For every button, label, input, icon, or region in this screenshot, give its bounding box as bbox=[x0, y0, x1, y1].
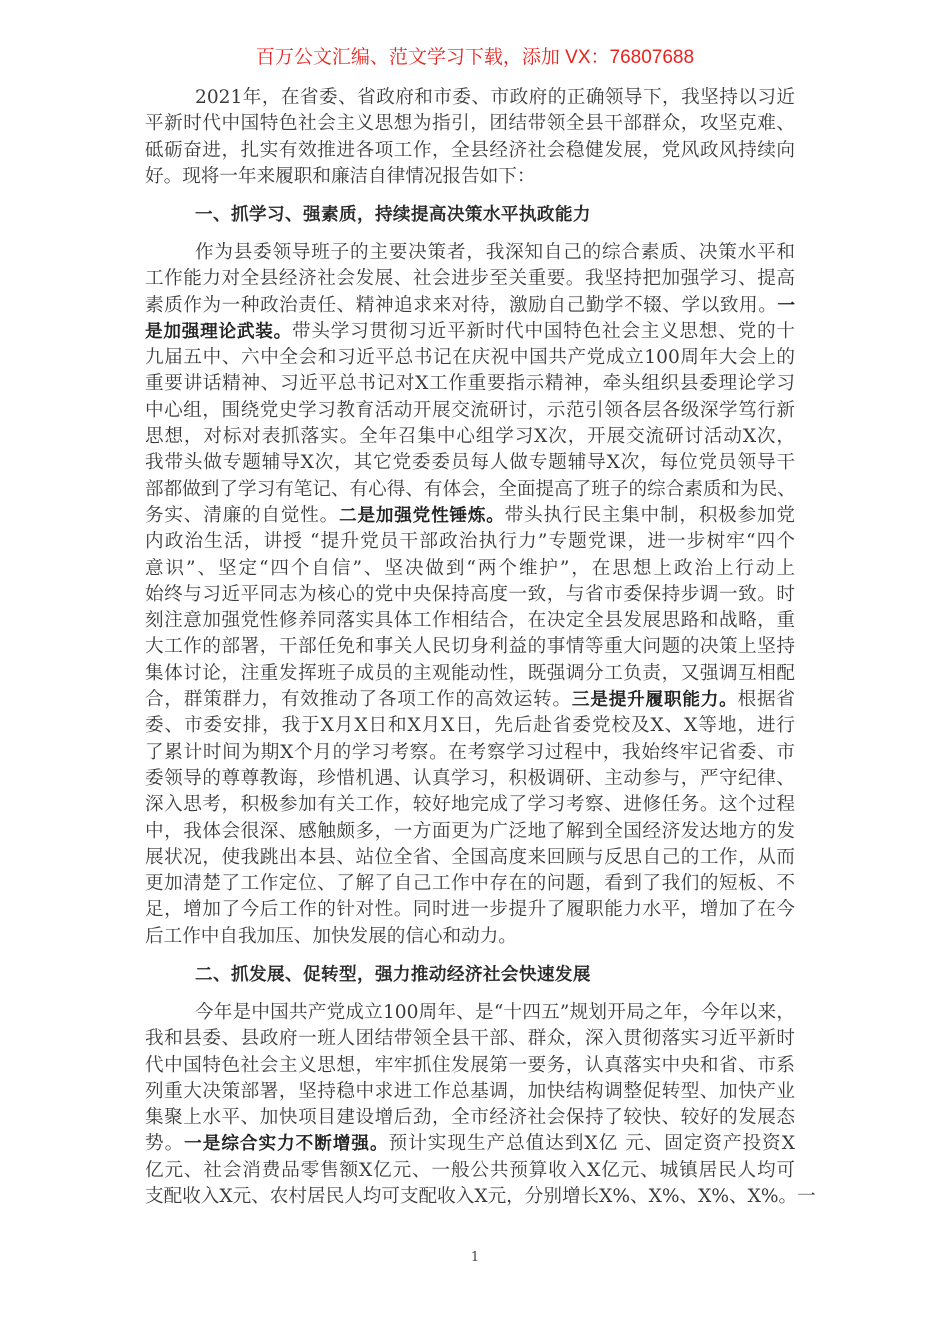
text-line bbox=[145, 1053, 795, 1079]
text-run: 委、市委安排，我于X月X日和X月X日，先后赴省委党校及X、X等地，进行 bbox=[145, 715, 795, 737]
text-run: 后工作中自我加压、加快发展的信心和动力。 bbox=[145, 925, 517, 947]
text-run: 预计实现生产总值达到X亿 元、固定资产投资X bbox=[388, 1133, 795, 1155]
text-line bbox=[145, 713, 795, 739]
text-run: 集聚上水平、加快项目建设增后劲，全市经济社会保持了较快、较好的发展态 bbox=[145, 1107, 795, 1129]
text-line bbox=[145, 164, 795, 190]
text-line bbox=[145, 792, 795, 818]
text-run: 了累计时间为期X个月的学习考察。在考察学习过程中，我始终牢记省委、市 bbox=[145, 741, 795, 763]
text-run: 足，增加了今后工作的针对性。同时进一步提升了履职能力水平，增加了在今 bbox=[145, 899, 795, 921]
text-line bbox=[145, 450, 795, 476]
text-line bbox=[145, 1158, 795, 1184]
page-number: 1 bbox=[470, 1250, 480, 1265]
text-line bbox=[145, 424, 795, 450]
text-run: 集体讨论，注重发挥班子成员的主观能动性，既强调分工负责，又强调互相配 bbox=[145, 662, 795, 684]
text-run: 今年是中国共产党成立100周年、是“十四五”规划开局之年，今年以来， bbox=[195, 1002, 795, 1023]
text-run: 势。 bbox=[145, 1133, 185, 1155]
text-line bbox=[145, 477, 795, 503]
text-line bbox=[145, 819, 795, 845]
text-run: 工作能力对全县经济社会发展、社会进步至关重要。我坚持把加强学习、提高 bbox=[145, 268, 795, 290]
text-run: 九届五中、六中全会和习近平总书记在庆祝中国共产党成立100周年大会上的 bbox=[145, 347, 795, 369]
text-line bbox=[145, 687, 795, 713]
text-line bbox=[145, 897, 795, 923]
text-run: 展状况，使我跳出本县、站位全省、全国高度来回顾与反思自己的工作，从而 bbox=[145, 846, 795, 868]
text-line bbox=[145, 608, 795, 634]
section-1-paragraph bbox=[145, 240, 795, 950]
section-heading-1: 一、抓学习、强素质，持续提高决策水平执政能力 bbox=[195, 205, 591, 225]
text-run: 深入思考，积极参加有关工作，较好地完成了学习考察、进修任务。这个过程 bbox=[145, 794, 795, 816]
text-run: 合，群策群力，有效推动了各项工作的高效运转。 bbox=[145, 689, 572, 711]
text-line bbox=[145, 85, 795, 111]
text-line bbox=[145, 503, 795, 529]
text-line bbox=[145, 111, 795, 137]
text-line bbox=[145, 924, 795, 950]
bold-phrase: 二是加强党性锤炼。 bbox=[339, 505, 505, 526]
text-line bbox=[145, 845, 795, 871]
text-line bbox=[145, 319, 795, 345]
bold-phrase: 一 bbox=[777, 295, 795, 316]
text-run: 带头学习贯彻习近平新时代中国特色社会主义思想、党的十 bbox=[292, 320, 795, 342]
text-run: 始终与习近平同志为核心的党中央保持高度一致，与省市委保持步调一致。时 bbox=[145, 583, 795, 605]
intro-paragraph bbox=[145, 85, 795, 190]
text-run: 平新时代中国特色社会主义思想为指引，团结带领全县干部群众，攻坚克难、 bbox=[145, 113, 795, 135]
text-line bbox=[145, 138, 795, 164]
text-run: 意识”、坚定“四个自信”、坚决做到“两个维护”，在思想上政治上行动上 bbox=[145, 557, 795, 579]
text-line bbox=[145, 1000, 795, 1026]
text-line bbox=[145, 661, 795, 687]
text-run: 思想，对标对表抓落实。全年召集中心组学习X次，开展交流研讨活动X次， bbox=[145, 426, 795, 448]
bold-phrase: 是加强理论武装。 bbox=[145, 321, 293, 342]
text-run: 素质作为一种政治责任、精神追求来对待，激励自己勤学不辍、学以致用。 bbox=[145, 294, 778, 316]
text-line bbox=[145, 1105, 795, 1131]
text-run: 部都做到了学习有笔记、有心得、有体会，全面提高了班子的综合素质和为民、 bbox=[145, 478, 796, 500]
text-line bbox=[145, 582, 795, 608]
text-line bbox=[145, 345, 795, 371]
text-run: 作为县委领导班子的主要决策者，我深知自己的综合素质、决策水平和 bbox=[195, 242, 795, 263]
text-line bbox=[145, 766, 795, 792]
text-run: 我带头做专题辅导X次，其它党委委员每人做专题辅导X次，每位党员领导干 bbox=[145, 452, 795, 474]
text-run: 内政治生活，讲授 “提升党员干部政治执行力”专题党课，进一步树牢“四个 bbox=[145, 531, 795, 553]
text-line bbox=[145, 1026, 795, 1052]
text-line bbox=[145, 240, 795, 266]
text-line bbox=[145, 871, 795, 897]
text-run: 我和县委、县政府一班人团结带领全县干部、群众，深入贯彻落实习近平新时 bbox=[145, 1028, 795, 1050]
text-line bbox=[145, 1131, 795, 1157]
text-run: 砥砺奋进，扎实有效推进各项工作，全县经济社会稳健发展，党风政风持续向 bbox=[145, 139, 795, 161]
text-run: 支配收入X元、农村居民人均可支配收入X元，分别增长X%、X%、X%、X%。一 bbox=[145, 1186, 816, 1208]
text-run: 重要讲话精神、习近平总书记对X工作重要指示精神，牵头组织县委理论学习 bbox=[145, 373, 795, 395]
text-run: 列重大决策部署，坚持稳中求进工作总基调，加快结构调整促转型、加快产业 bbox=[145, 1080, 795, 1102]
text-run: 中，我体会很深、感触颇多，一方面更为广泛地了解到全国经济发达地方的发 bbox=[145, 820, 795, 842]
section-2-paragraph bbox=[145, 1000, 816, 1210]
text-line bbox=[145, 371, 795, 397]
text-line bbox=[145, 529, 795, 555]
text-run: 中心组，围绕党史学习教育活动开展交流研讨，示范引领各层各级深学笃行新 bbox=[145, 399, 795, 421]
text-line bbox=[145, 556, 795, 582]
text-line bbox=[145, 266, 795, 292]
text-run: 带头执行民主集中制，积极参加党 bbox=[504, 504, 795, 526]
text-run: 亿元、社会消费品零售额X亿元、一般公共预算收入X亿元、城镇居民人均可 bbox=[145, 1159, 795, 1181]
section-heading-2: 二、抓发展、促转型，强力推动经济社会快速发展 bbox=[195, 965, 591, 985]
text-line bbox=[145, 1184, 816, 1210]
text-run: 代中国特色社会主义思想，牢牢抓住发展第一要务，认真落实中央和省、市系 bbox=[145, 1054, 795, 1076]
bold-phrase: 一是综合实力不断增强。 bbox=[184, 1134, 389, 1155]
text-line bbox=[145, 740, 795, 766]
text-run: 好。现将一年来履职和廉洁自律情况报告如下： bbox=[145, 165, 536, 187]
text-line bbox=[145, 634, 795, 660]
text-run: 根据省 bbox=[737, 689, 795, 711]
text-run: 委领导的尊尊教诲，珍惜机遇、认真学习，积极调研、主动参与，严守纪律、 bbox=[145, 767, 795, 789]
text-run: 大工作的部署，干部任免和事关人民切身利益的事情等重大问题的决策上坚持 bbox=[145, 636, 795, 658]
text-run: 务实、清廉的自觉性。 bbox=[145, 504, 340, 526]
watermark-banner: 百万公文汇编、范文学习下载，添加 VX：76807688 bbox=[255, 47, 695, 68]
text-line bbox=[145, 398, 795, 424]
text-line bbox=[145, 1079, 795, 1105]
text-line bbox=[145, 293, 795, 319]
text-run: 更加清楚了工作定位、了解了自己工作中存在的问题，看到了我们的短板、不 bbox=[145, 873, 795, 895]
text-run: 2021年，在省委、省政府和市委、市政府的正确领导下，我坚持以习近 bbox=[195, 87, 795, 108]
bold-phrase: 三是提升履职能力。 bbox=[571, 690, 738, 711]
text-run: 刻注意加强党性修养同落实具体工作相结合，在决定全县发展思路和战略，重 bbox=[145, 610, 795, 632]
